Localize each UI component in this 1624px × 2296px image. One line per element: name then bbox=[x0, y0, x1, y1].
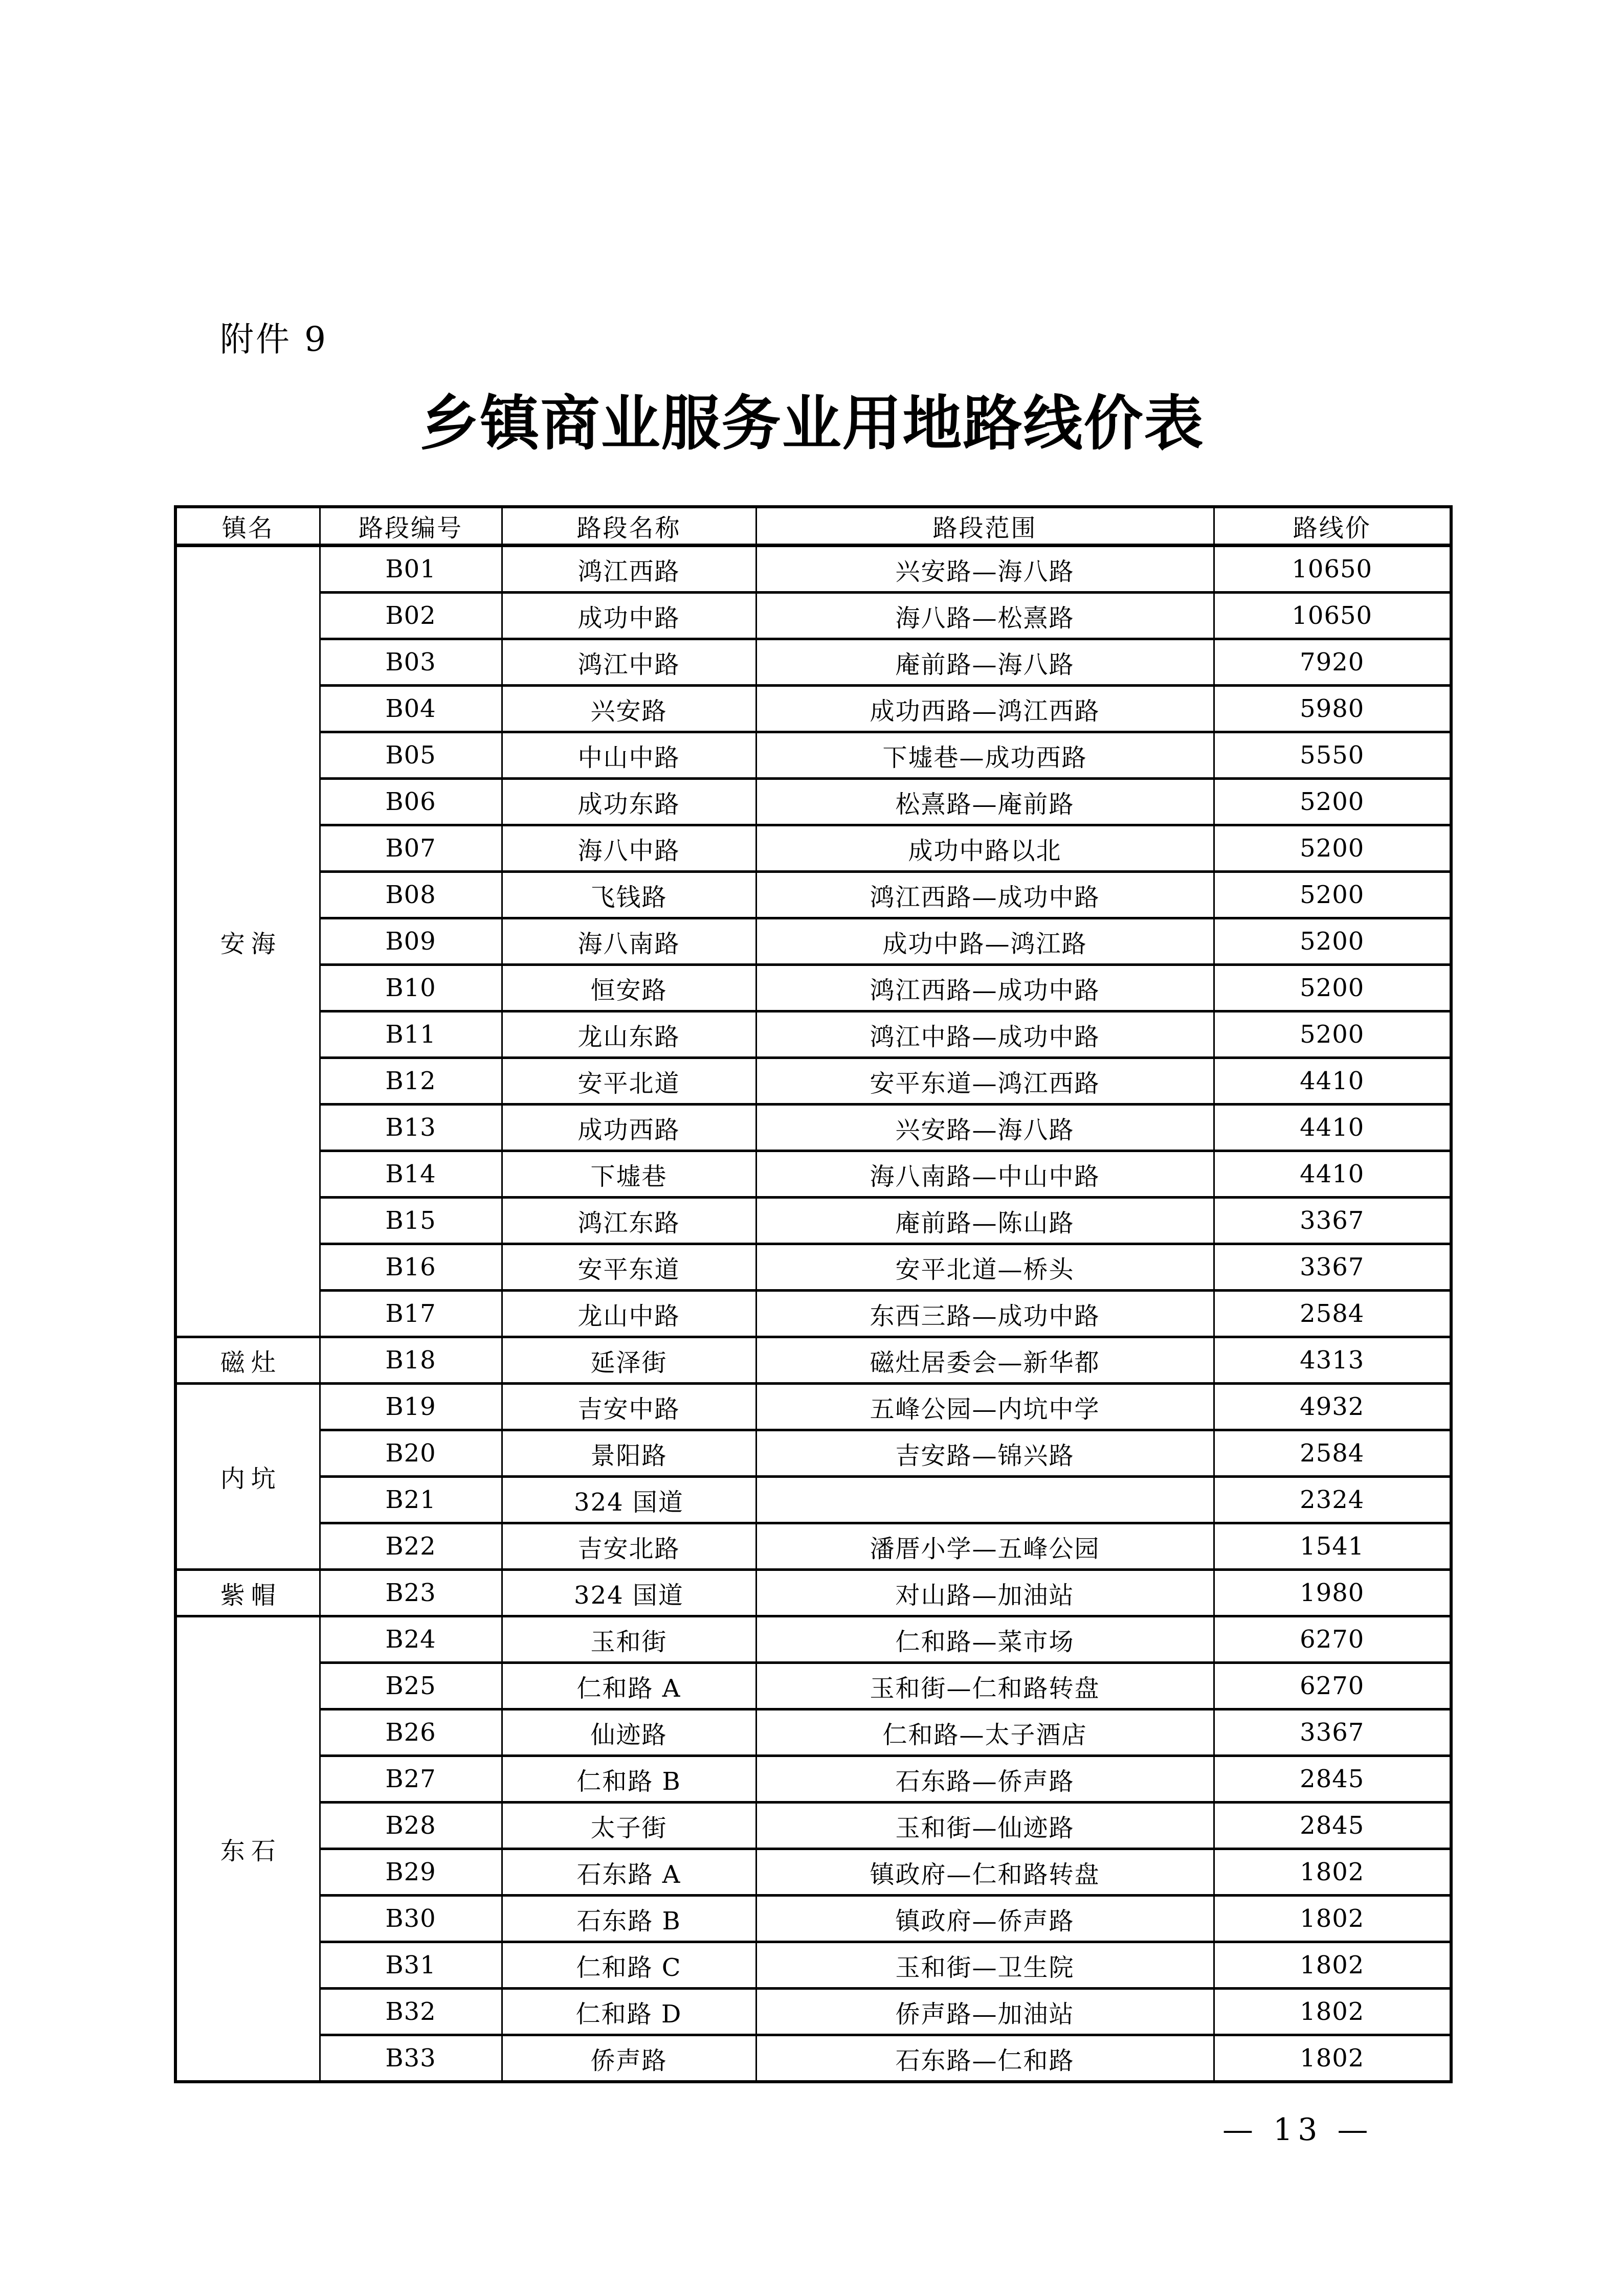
table-header-row bbox=[175, 507, 1451, 546]
road-code-cell: B17 bbox=[320, 1291, 502, 1337]
road-range-cell: 庵前路—海八路 bbox=[756, 639, 1214, 686]
price-cell: 5200 bbox=[1214, 965, 1451, 1011]
road-name-cell: 鸿江中路 bbox=[502, 639, 756, 686]
town-cell: 东石 bbox=[175, 1616, 320, 2082]
table-row bbox=[175, 1337, 1451, 1384]
table-container bbox=[174, 505, 1450, 2083]
price-cell: 2324 bbox=[1214, 1477, 1451, 1523]
table-row bbox=[175, 593, 1451, 639]
road-code-cell: B33 bbox=[320, 2035, 502, 2082]
road-name-cell: 成功东路 bbox=[502, 779, 756, 825]
road-name-cell: 延泽街 bbox=[502, 1337, 756, 1384]
road-name-cell: 恒安路 bbox=[502, 965, 756, 1011]
road-name-cell: 石东路 B bbox=[502, 1896, 756, 1942]
road-range-cell: 对山路—加油站 bbox=[756, 1570, 1214, 1616]
road-range-cell: 鸿江西路—成功中路 bbox=[756, 872, 1214, 918]
road-range-cell: 庵前路—陈山路 bbox=[756, 1198, 1214, 1244]
road-name-cell: 鸿江东路 bbox=[502, 1198, 756, 1244]
table-row bbox=[175, 1896, 1451, 1942]
price-cell: 10650 bbox=[1214, 546, 1451, 593]
table-row bbox=[175, 1849, 1451, 1896]
table-row bbox=[175, 1803, 1451, 1849]
route-price-table bbox=[174, 505, 1453, 2083]
table-row bbox=[175, 1709, 1451, 1756]
road-name-cell: 玉和街 bbox=[502, 1616, 756, 1663]
road-code-cell: B19 bbox=[320, 1384, 502, 1430]
page-title: 乡镇商业服务业用地路线价表 bbox=[419, 389, 1205, 458]
table-row bbox=[175, 1616, 1451, 1663]
road-code-cell: B20 bbox=[320, 1430, 502, 1477]
table-row bbox=[175, 1058, 1451, 1105]
table-row bbox=[175, 1942, 1451, 1989]
road-name-cell: 侨声路 bbox=[502, 2035, 756, 2082]
price-cell: 6270 bbox=[1214, 1663, 1451, 1709]
road-name-cell: 景阳路 bbox=[502, 1430, 756, 1477]
road-code-cell: B03 bbox=[320, 639, 502, 686]
road-name-cell: 吉安北路 bbox=[502, 1523, 756, 1570]
road-code-cell: B24 bbox=[320, 1616, 502, 1663]
road-range-cell: 石东路—仁和路 bbox=[756, 2035, 1214, 2082]
road-code-cell: B06 bbox=[320, 779, 502, 825]
road-range-cell: 兴安路—海八路 bbox=[756, 1105, 1214, 1151]
road-range-cell bbox=[756, 1477, 1214, 1523]
road-name-cell: 324 国道 bbox=[502, 1477, 756, 1523]
price-cell: 5200 bbox=[1214, 1011, 1451, 1058]
road-name-cell: 石东路 A bbox=[502, 1849, 756, 1896]
town-cell: 磁灶 bbox=[175, 1337, 320, 1384]
road-code-cell: B21 bbox=[320, 1477, 502, 1523]
price-cell: 4410 bbox=[1214, 1151, 1451, 1198]
price-cell: 5980 bbox=[1214, 686, 1451, 732]
price-cell: 4313 bbox=[1214, 1337, 1451, 1384]
road-range-cell: 玉和街—卫生院 bbox=[756, 1942, 1214, 1989]
road-code-cell: B25 bbox=[320, 1663, 502, 1709]
road-name-cell: 仁和路 D bbox=[502, 1989, 756, 2035]
road-range-cell: 玉和街—仁和路转盘 bbox=[756, 1663, 1214, 1709]
price-cell: 1980 bbox=[1214, 1570, 1451, 1616]
road-range-cell: 石东路—侨声路 bbox=[756, 1756, 1214, 1803]
table-row bbox=[175, 639, 1451, 686]
road-code-cell: B11 bbox=[320, 1011, 502, 1058]
road-range-cell: 成功中路—鸿江路 bbox=[756, 918, 1214, 965]
price-cell: 1802 bbox=[1214, 1989, 1451, 2035]
road-code-cell: B18 bbox=[320, 1337, 502, 1384]
road-range-cell: 侨声路—加油站 bbox=[756, 1989, 1214, 2035]
price-cell: 3367 bbox=[1214, 1198, 1451, 1244]
road-range-cell: 镇政府—侨声路 bbox=[756, 1896, 1214, 1942]
price-cell: 1541 bbox=[1214, 1523, 1451, 1570]
road-name-cell: 仁和路 B bbox=[502, 1756, 756, 1803]
road-name-cell: 324 国道 bbox=[502, 1570, 756, 1616]
road-range-cell: 仁和路—太子酒店 bbox=[756, 1709, 1214, 1756]
table-row bbox=[175, 546, 1451, 593]
road-range-cell: 下墟巷—成功西路 bbox=[756, 732, 1214, 779]
table-row bbox=[175, 1523, 1451, 1570]
road-code-cell: B16 bbox=[320, 1244, 502, 1291]
road-range-cell: 成功西路—鸿江西路 bbox=[756, 686, 1214, 732]
road-name-cell: 成功西路 bbox=[502, 1105, 756, 1151]
table-row bbox=[175, 1151, 1451, 1198]
road-name-cell: 鸿江西路 bbox=[502, 546, 756, 593]
town-cell: 紫帽 bbox=[175, 1570, 320, 1616]
road-code-cell: B10 bbox=[320, 965, 502, 1011]
price-cell: 3367 bbox=[1214, 1709, 1451, 1756]
road-name-cell: 兴安路 bbox=[502, 686, 756, 732]
road-code-cell: B01 bbox=[320, 546, 502, 593]
price-cell: 10650 bbox=[1214, 593, 1451, 639]
header-cell-name: 路段名称 bbox=[502, 507, 756, 546]
road-code-cell: B07 bbox=[320, 825, 502, 872]
road-code-cell: B22 bbox=[320, 1523, 502, 1570]
road-code-cell: B12 bbox=[320, 1058, 502, 1105]
road-range-cell: 松熹路—庵前路 bbox=[756, 779, 1214, 825]
price-cell: 1802 bbox=[1214, 2035, 1451, 2082]
table-row bbox=[175, 1477, 1451, 1523]
table-row bbox=[175, 918, 1451, 965]
price-cell: 1802 bbox=[1214, 1849, 1451, 1896]
header-cell-code: 路段编号 bbox=[320, 507, 502, 546]
road-code-cell: B05 bbox=[320, 732, 502, 779]
road-range-cell: 仁和路—菜市场 bbox=[756, 1616, 1214, 1663]
road-range-cell: 安平北道—桥头 bbox=[756, 1244, 1214, 1291]
road-code-cell: B28 bbox=[320, 1803, 502, 1849]
table-row bbox=[175, 2035, 1451, 2082]
table-row bbox=[175, 1989, 1451, 2035]
road-name-cell: 海八中路 bbox=[502, 825, 756, 872]
road-range-cell: 磁灶居委会—新华都 bbox=[756, 1337, 1214, 1384]
table-row bbox=[175, 686, 1451, 732]
table-row bbox=[175, 1011, 1451, 1058]
road-name-cell: 安平东道 bbox=[502, 1244, 756, 1291]
road-range-cell: 东西三路—成功中路 bbox=[756, 1291, 1214, 1337]
price-cell: 4932 bbox=[1214, 1384, 1451, 1430]
price-cell: 2584 bbox=[1214, 1291, 1451, 1337]
road-name-cell: 仁和路 A bbox=[502, 1663, 756, 1709]
road-code-cell: B29 bbox=[320, 1849, 502, 1896]
table-row bbox=[175, 965, 1451, 1011]
road-range-cell: 成功中路以北 bbox=[756, 825, 1214, 872]
road-code-cell: B23 bbox=[320, 1570, 502, 1616]
price-cell: 2584 bbox=[1214, 1430, 1451, 1477]
road-range-cell: 潘厝小学—五峰公园 bbox=[756, 1523, 1214, 1570]
road-code-cell: B26 bbox=[320, 1709, 502, 1756]
road-range-cell: 海八路—松熹路 bbox=[756, 593, 1214, 639]
table-row bbox=[175, 1384, 1451, 1430]
price-cell: 5200 bbox=[1214, 872, 1451, 918]
price-cell: 2845 bbox=[1214, 1803, 1451, 1849]
road-code-cell: B09 bbox=[320, 918, 502, 965]
road-range-cell: 玉和街—仙迹路 bbox=[756, 1803, 1214, 1849]
table-row bbox=[175, 732, 1451, 779]
table-row bbox=[175, 825, 1451, 872]
table-row bbox=[175, 1756, 1451, 1803]
page-number: — 13 — bbox=[1222, 2112, 1373, 2148]
table-row bbox=[175, 1430, 1451, 1477]
road-name-cell: 安平北道 bbox=[502, 1058, 756, 1105]
road-code-cell: B32 bbox=[320, 1989, 502, 2035]
attachment-label: 附件 9 bbox=[220, 320, 328, 359]
road-name-cell: 成功中路 bbox=[502, 593, 756, 639]
table-row bbox=[175, 1244, 1451, 1291]
road-range-cell: 安平东道—鸿江西路 bbox=[756, 1058, 1214, 1105]
table-row bbox=[175, 1663, 1451, 1709]
road-name-cell: 中山中路 bbox=[502, 732, 756, 779]
road-name-cell: 仙迹路 bbox=[502, 1709, 756, 1756]
road-code-cell: B13 bbox=[320, 1105, 502, 1151]
table-row bbox=[175, 779, 1451, 825]
table-row bbox=[175, 1291, 1451, 1337]
road-code-cell: B02 bbox=[320, 593, 502, 639]
road-code-cell: B27 bbox=[320, 1756, 502, 1803]
price-cell: 1802 bbox=[1214, 1942, 1451, 1989]
town-cell: 安海 bbox=[175, 546, 320, 1337]
price-cell: 5550 bbox=[1214, 732, 1451, 779]
road-name-cell: 飞钱路 bbox=[502, 872, 756, 918]
table-row bbox=[175, 1198, 1451, 1244]
table-row bbox=[175, 1105, 1451, 1151]
road-range-cell: 鸿江西路—成功中路 bbox=[756, 965, 1214, 1011]
header-cell-range: 路段范围 bbox=[756, 507, 1214, 546]
road-name-cell: 吉安中路 bbox=[502, 1384, 756, 1430]
price-cell: 1802 bbox=[1214, 1896, 1451, 1942]
price-cell: 5200 bbox=[1214, 825, 1451, 872]
road-code-cell: B15 bbox=[320, 1198, 502, 1244]
road-name-cell: 龙山中路 bbox=[502, 1291, 756, 1337]
town-cell: 内坑 bbox=[175, 1384, 320, 1570]
table-row bbox=[175, 872, 1451, 918]
price-cell: 6270 bbox=[1214, 1616, 1451, 1663]
road-code-cell: B04 bbox=[320, 686, 502, 732]
road-name-cell: 下墟巷 bbox=[502, 1151, 756, 1198]
price-cell: 5200 bbox=[1214, 918, 1451, 965]
price-cell: 4410 bbox=[1214, 1058, 1451, 1105]
road-range-cell: 鸿江中路—成功中路 bbox=[756, 1011, 1214, 1058]
price-cell: 3367 bbox=[1214, 1244, 1451, 1291]
road-range-cell: 五峰公园—内坑中学 bbox=[756, 1384, 1214, 1430]
road-code-cell: B14 bbox=[320, 1151, 502, 1198]
road-code-cell: B31 bbox=[320, 1942, 502, 1989]
road-name-cell: 仁和路 C bbox=[502, 1942, 756, 1989]
header-cell-price: 路线价 bbox=[1214, 507, 1451, 546]
price-cell: 7920 bbox=[1214, 639, 1451, 686]
price-cell: 2845 bbox=[1214, 1756, 1451, 1803]
header-cell-town: 镇名 bbox=[175, 507, 320, 546]
road-range-cell: 吉安路—锦兴路 bbox=[756, 1430, 1214, 1477]
road-name-cell: 龙山东路 bbox=[502, 1011, 756, 1058]
price-cell: 4410 bbox=[1214, 1105, 1451, 1151]
road-range-cell: 海八南路—中山中路 bbox=[756, 1151, 1214, 1198]
road-name-cell: 太子街 bbox=[502, 1803, 756, 1849]
table-row bbox=[175, 1570, 1451, 1616]
road-range-cell: 镇政府—仁和路转盘 bbox=[756, 1849, 1214, 1896]
road-code-cell: B08 bbox=[320, 872, 502, 918]
road-name-cell: 海八南路 bbox=[502, 918, 756, 965]
price-cell: 5200 bbox=[1214, 779, 1451, 825]
road-range-cell: 兴安路—海八路 bbox=[756, 546, 1214, 593]
road-code-cell: B30 bbox=[320, 1896, 502, 1942]
